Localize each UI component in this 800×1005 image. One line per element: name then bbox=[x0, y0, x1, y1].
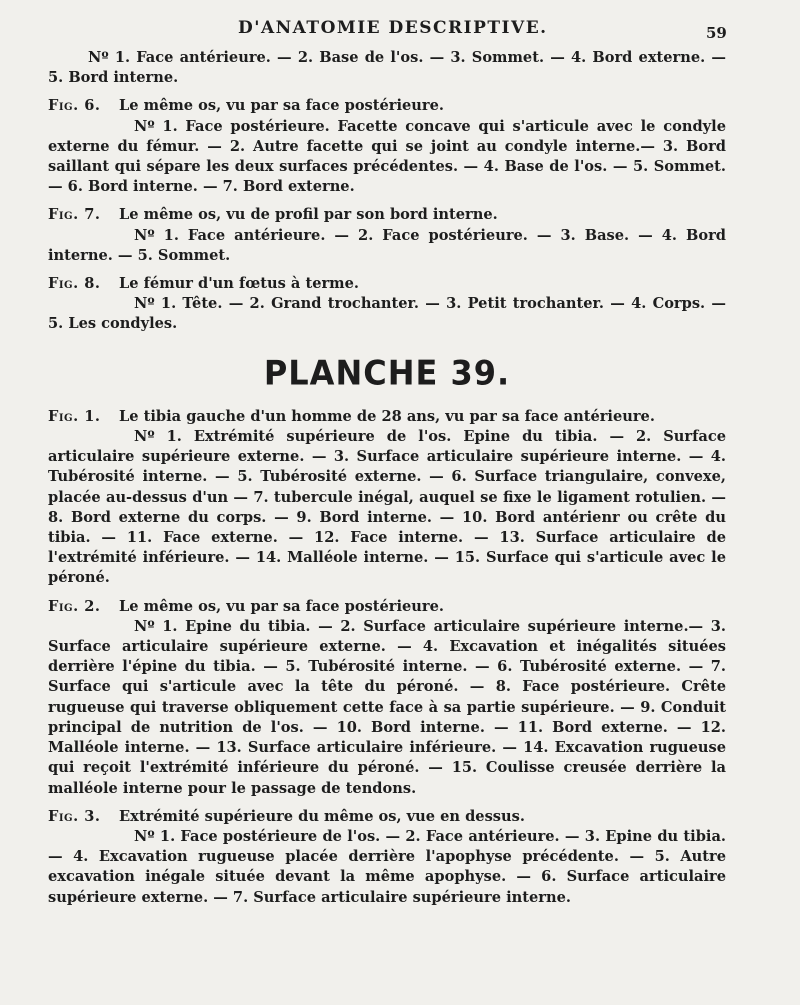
figure-title: Le même os, vu par sa face postérieure. bbox=[119, 97, 444, 115]
figure-heading bbox=[48, 597, 726, 617]
figure-legend: Nº 1. Epine du tibia. — 2. Surface articulaire supérieure interne.— 3. Surface articulaire supérieure externe. — 4. Excavation et inégalités situées derrière l'épine du tibia. — 5. Tubérosité interne. — 6. Tubérosité externe. — 7. Surface qui s'articule avec la tête du péroné. — 8. Face postérieure. Crête rugueuse qui traverse obliquement cette face à sa partie supérieure. — 9. Conduit principal de nutrition de l'os. — 10. Bord interne. — 11. Bord externe. — 12. Malléole interne. — 13. Surface articulaire inférieure. — 14. Excavation rugueuse qui reçoit l'extrémité inférieure du péroné. — 15. Coulisse creusée derrière la malléole interne pour le passage de tendons. bbox=[48, 617, 726, 797]
continued-legend: Nº 1. Face antérieure. — 2. Base de l'os. — 3. Sommet. — 4. Bord externe. — 5. Bord interne. bbox=[48, 49, 726, 87]
figure-heading bbox=[48, 96, 726, 116]
figure-legend: Nº 1. Face postérieure de l'os. — 2. Face antérieure. — 3. Epine du tibia. — 4. Excavation rugueuse placée derrière l'apophyse précédente. — 5. Autre excavation inégale située devant la même apophyse. — 6. Surface articulaire supérieure externe. — 7. Surface articulaire supérieure interne. bbox=[48, 827, 726, 906]
figure-title: Extrémité supérieure du même os, vue en dessus. bbox=[119, 807, 525, 825]
figure-title: Le fémur d'un fœtus à terme. bbox=[119, 275, 359, 293]
figure-label: Fig. 1. bbox=[48, 407, 101, 425]
plate-figure-3-entry bbox=[48, 807, 726, 908]
figure-label: Fig. 8. bbox=[48, 275, 101, 293]
figure-heading bbox=[48, 274, 726, 294]
page-body bbox=[48, 48, 726, 908]
plate-figure-1-entry bbox=[48, 407, 726, 589]
figure-legend: Nº 1. Tête. — 2. Grand trochanter. — 3. Petit trochanter. — 4. Corps. — 5. Les condyles. bbox=[48, 295, 726, 333]
figure-legend: Nº 1. Extrémité supérieure de l'os. Epine du tibia. — 2. Surface articulaire supérieure externe. — 3. Surface articulaire supérieure interne. — 4. Tubérosité interne. — 5. Tubérosité externe. — 6. Surface triangulaire, convexe, placée au-dessus d'un — 7. tubercule inégal, auquel se fixe le ligament rotulien. — 8. Bord externe du corps. — 9. Bord interne. — 10. Bord antérienr ou crête du tibia. — 11. Face externe. — 12. Face interne. — 13. Surface articulaire de l'extrémité inférieure. — 14. Malléole interne. — 15. Surface qui s'articule avec le péroné. bbox=[48, 428, 726, 587]
figure-label: Fig. 6. bbox=[48, 97, 101, 115]
figure-heading bbox=[48, 407, 726, 427]
figure-title: Le même os, vu par sa face postérieure. bbox=[119, 597, 444, 615]
figure-legend: Nº 1. Face antérieure. — 2. Face postérieure. — 3. Base. — 4. Bord interne. — 5. Sommet. bbox=[48, 226, 726, 264]
figure-label: Fig. 2. bbox=[48, 597, 101, 615]
plate-figure-2-entry bbox=[48, 597, 726, 799]
figure-heading bbox=[48, 807, 726, 827]
plate-title: PLANCHE 39. bbox=[263, 352, 511, 393]
figure-legend: Nº 1. Face postérieure. Facette concave qui s'articule avec le condyle externe du fémur. — 2. Autre facette qui se joint au condyle interne.— 3. Bord saillant qui sépare les deux surfaces précédentes. — 4. Base de l'os. — 5. Sommet.— 6. Bord interne. — 7. Bord externe. bbox=[48, 117, 726, 196]
figure-title: Le tibia gauche d'un homme de 28 ans, vu par sa face antérieure. bbox=[119, 407, 655, 425]
figure-title: Le même os, vu de profil par son bord interne. bbox=[119, 206, 498, 224]
figure-6-entry bbox=[48, 96, 726, 197]
running-title: D'ANATOMIE DESCRIPTIVE. bbox=[238, 18, 548, 38]
running-header bbox=[0, 18, 800, 42]
figure-8-entry bbox=[48, 274, 726, 335]
figure-heading bbox=[48, 205, 726, 225]
figure-label: Fig. 7. bbox=[48, 206, 101, 224]
figure-7-entry bbox=[48, 205, 726, 266]
figure-label: Fig. 3. bbox=[48, 807, 101, 825]
page-number: 59 bbox=[706, 24, 727, 42]
